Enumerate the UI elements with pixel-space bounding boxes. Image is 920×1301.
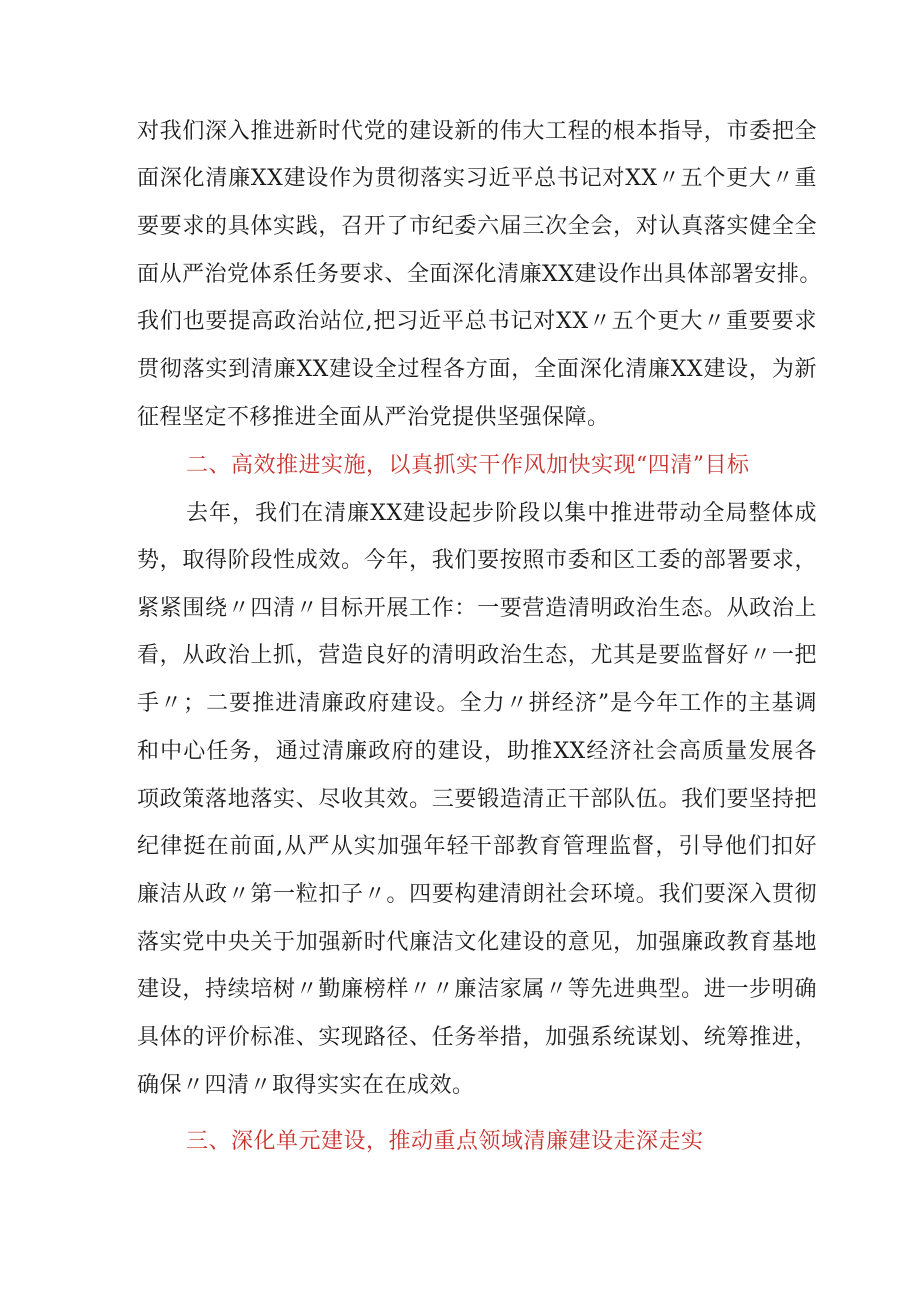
section-heading-3: 三、深化单元建设，推动重点领域清廉建设走深走实 [186, 1129, 704, 1154]
p2-line-4: 看，从政治上抓，营造良好的清明政治生态，尤其是要监督好〃一把 [137, 643, 817, 668]
p1-line-1: 对我们深入推进新时代党的建设新的伟大工程的根本指导，市委把全 [137, 119, 817, 144]
p2-line-3: 紧紧围绕〃四清〃目标开展工作：一要营造清明政治生态。从政治上 [137, 596, 817, 621]
p1-line-2: 面深化清廉XX建设作为贯彻落实习近平总书记对XX〃五个更大〃重 [137, 166, 817, 191]
p2-line-13: 确保〃四清〃取得实实在在成效。 [137, 1073, 475, 1098]
p1-line-7: 征程坚定不移推进全面从严治党提供坚强保障。 [137, 405, 610, 430]
p2-line-5: 手〃；二要推进清廉政府建设。全力〃拼经济”是今年工作的主基调 [137, 691, 817, 716]
p2-line-6: 和中心任务，通过清廉政府的建设，助推XX经济社会高质量发展各 [137, 739, 817, 764]
p2-line-10: 落实党中央关于加强新时代廉洁文化建设的意见，加强廉政教育基地 [137, 930, 817, 955]
p2-line-12: 具体的评价标准、实现路径、任务举措，加强系统谋划、统筹推进， [137, 1025, 817, 1050]
p2-line-8: 纪律挺在前面,从严从实加强年轻干部教育管理监督，引导他们扣好 [137, 834, 817, 859]
p2-line-1: 去年，我们在清廉XX建设起步阶段以集中推进带动全局整体成 [186, 501, 817, 526]
section-heading-2: 二、高效推进实施，以真抓实干作风加快实现“四清”目标 [186, 453, 750, 478]
p1-line-4: 面从严治党体系任务要求、全面深化清廉XX建设作出具体部署安排。 [137, 262, 822, 287]
p2-line-9: 廉洁从政〃第一粒扣子〃。四要构建清朗社会环境。我们要深入贯彻 [137, 882, 817, 907]
p1-line-6: 贯彻落实到清廉XX建设全过程各方面，全面深化清廉XX建设，为新 [137, 357, 817, 382]
p1-line-3: 要要求的具体实践，召开了市纪委六届三次全会，对认真落实健全全 [137, 214, 817, 239]
p2-line-7: 项政策落地落实、尽收其效。三要锻造清正干部队伍。我们要坚持把 [137, 787, 817, 812]
p2-line-2: 势，取得阶段性成效。今年，我们要按照市委和区工委的部署要求， [137, 548, 817, 573]
p2-line-11: 建设，持续培树〃勤廉榜样〃〃廉洁家属〃等先进典型。进一步明确 [137, 977, 817, 1002]
p1-line-5: 我们也要提高政治站位,把习近平总书记对XX〃五个更大〃重要要求 [137, 309, 817, 334]
